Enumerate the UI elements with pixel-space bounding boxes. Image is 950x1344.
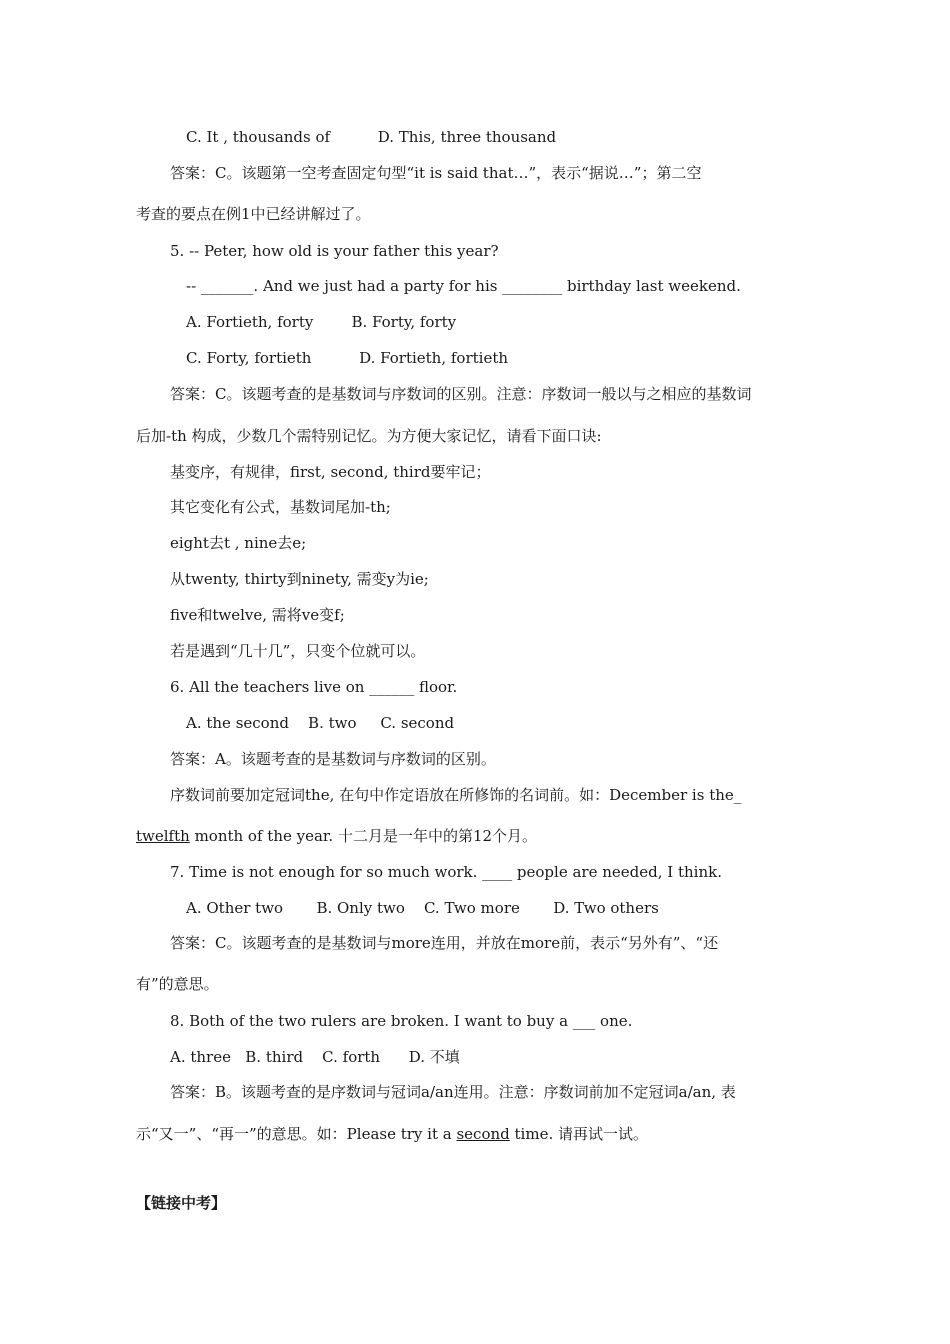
question-8: 8. Both of the two rulers are broken. I want to buy a ___ one. (170, 1012, 633, 1030)
option-line-5ab: A. Fortieth, forty B. Forty, forty (186, 313, 457, 331)
question-5-reply: -- _______. And we just had a party for his ________ birthday last weekend. (186, 277, 741, 295)
rhyme-line-2: 其它变化有公式，基数词尾加-th; (170, 498, 391, 516)
underlined-word-second: second (456, 1125, 510, 1143)
answer-8-line-2 (136, 1124, 648, 1144)
question-7: 7. Time is not enough for so much work. ____ people are needed, I think. (170, 863, 722, 881)
answer-6-line-2: 序数词前要加定冠词the, 在句中作定语放在所修饰的名词前。如：December is the_ (170, 786, 742, 804)
rhyme-line-3: eight去t , nine去e; (170, 534, 307, 552)
answer-6-line-3-rest: month of the year. 十二月是一年中的第12个月。 (189, 827, 538, 845)
option-line-8: A. three B. third C. forth D. 不填 (170, 1048, 460, 1066)
question-5: 5. -- Peter, how old is your father this year? (170, 242, 499, 260)
rhyme-line-5: five和twelve, 需将ve变f; (170, 606, 345, 624)
answer-8-line-2-start: 示“又一”、“再一”的意思。如：Please try it a (136, 1125, 457, 1143)
rhyme-line-4: 从twenty, thirty到ninety, 需变y为ie; (170, 570, 429, 588)
answer-8-line-1: 答案：B。该题考查的是序数词与冠词a/an连用。注意：序数词前加不定冠词a/an, 表 (170, 1083, 736, 1101)
answer-8-line-2-end: time. 请再试一试。 (509, 1125, 648, 1143)
answer-4-line-1: 答案：C。该题第一空考查固定句型“it is said that…”，表示“据说…”；第二空 (170, 164, 702, 182)
option-line-5cd: C. Forty, fortieth D. Fortieth, fortieth (186, 349, 509, 367)
answer-4-line-2: 考查的要点在例1中已经讲解过了。 (136, 205, 371, 223)
underlined-word-twelfth: twelfth (136, 827, 190, 845)
answer-6-line-3 (136, 826, 537, 846)
rhyme-line-6: 若是遇到“几十几”，只变个位就可以。 (170, 642, 426, 660)
rhyme-line-1: 基变序，有规律，first, second, third要牢记； (170, 463, 491, 481)
answer-6-line-1: 答案：A。该题考查的是基数词与序数词的区别。 (170, 750, 496, 768)
question-6: 6. All the teachers live on ______ floor. (170, 678, 458, 696)
answer-5-line-2: 后加-th 构成，少数几个需特别记忆。为方便大家记忆，请看下面口诀: (136, 427, 602, 445)
answer-7-line-1: 答案：C。该题考查的是基数词与more连用，并放在more前，表示“另外有”、“还 (170, 934, 719, 952)
section-heading-link-exam: 【链接中考】 (136, 1194, 227, 1212)
answer-7-line-2: 有”的意思。 (136, 975, 219, 993)
answer-5-line-1: 答案：C。该题考查的是基数词与序数词的区别。注意：序数词一般以与之相应的基数词 (170, 385, 752, 403)
option-line-4cd: C. It , thousands of D. This, three thousand (186, 128, 557, 146)
option-line-7: A. Other two B. Only two C. Two more D. Two others (186, 899, 659, 917)
option-line-6: A. the second B. two C. second (186, 714, 455, 732)
